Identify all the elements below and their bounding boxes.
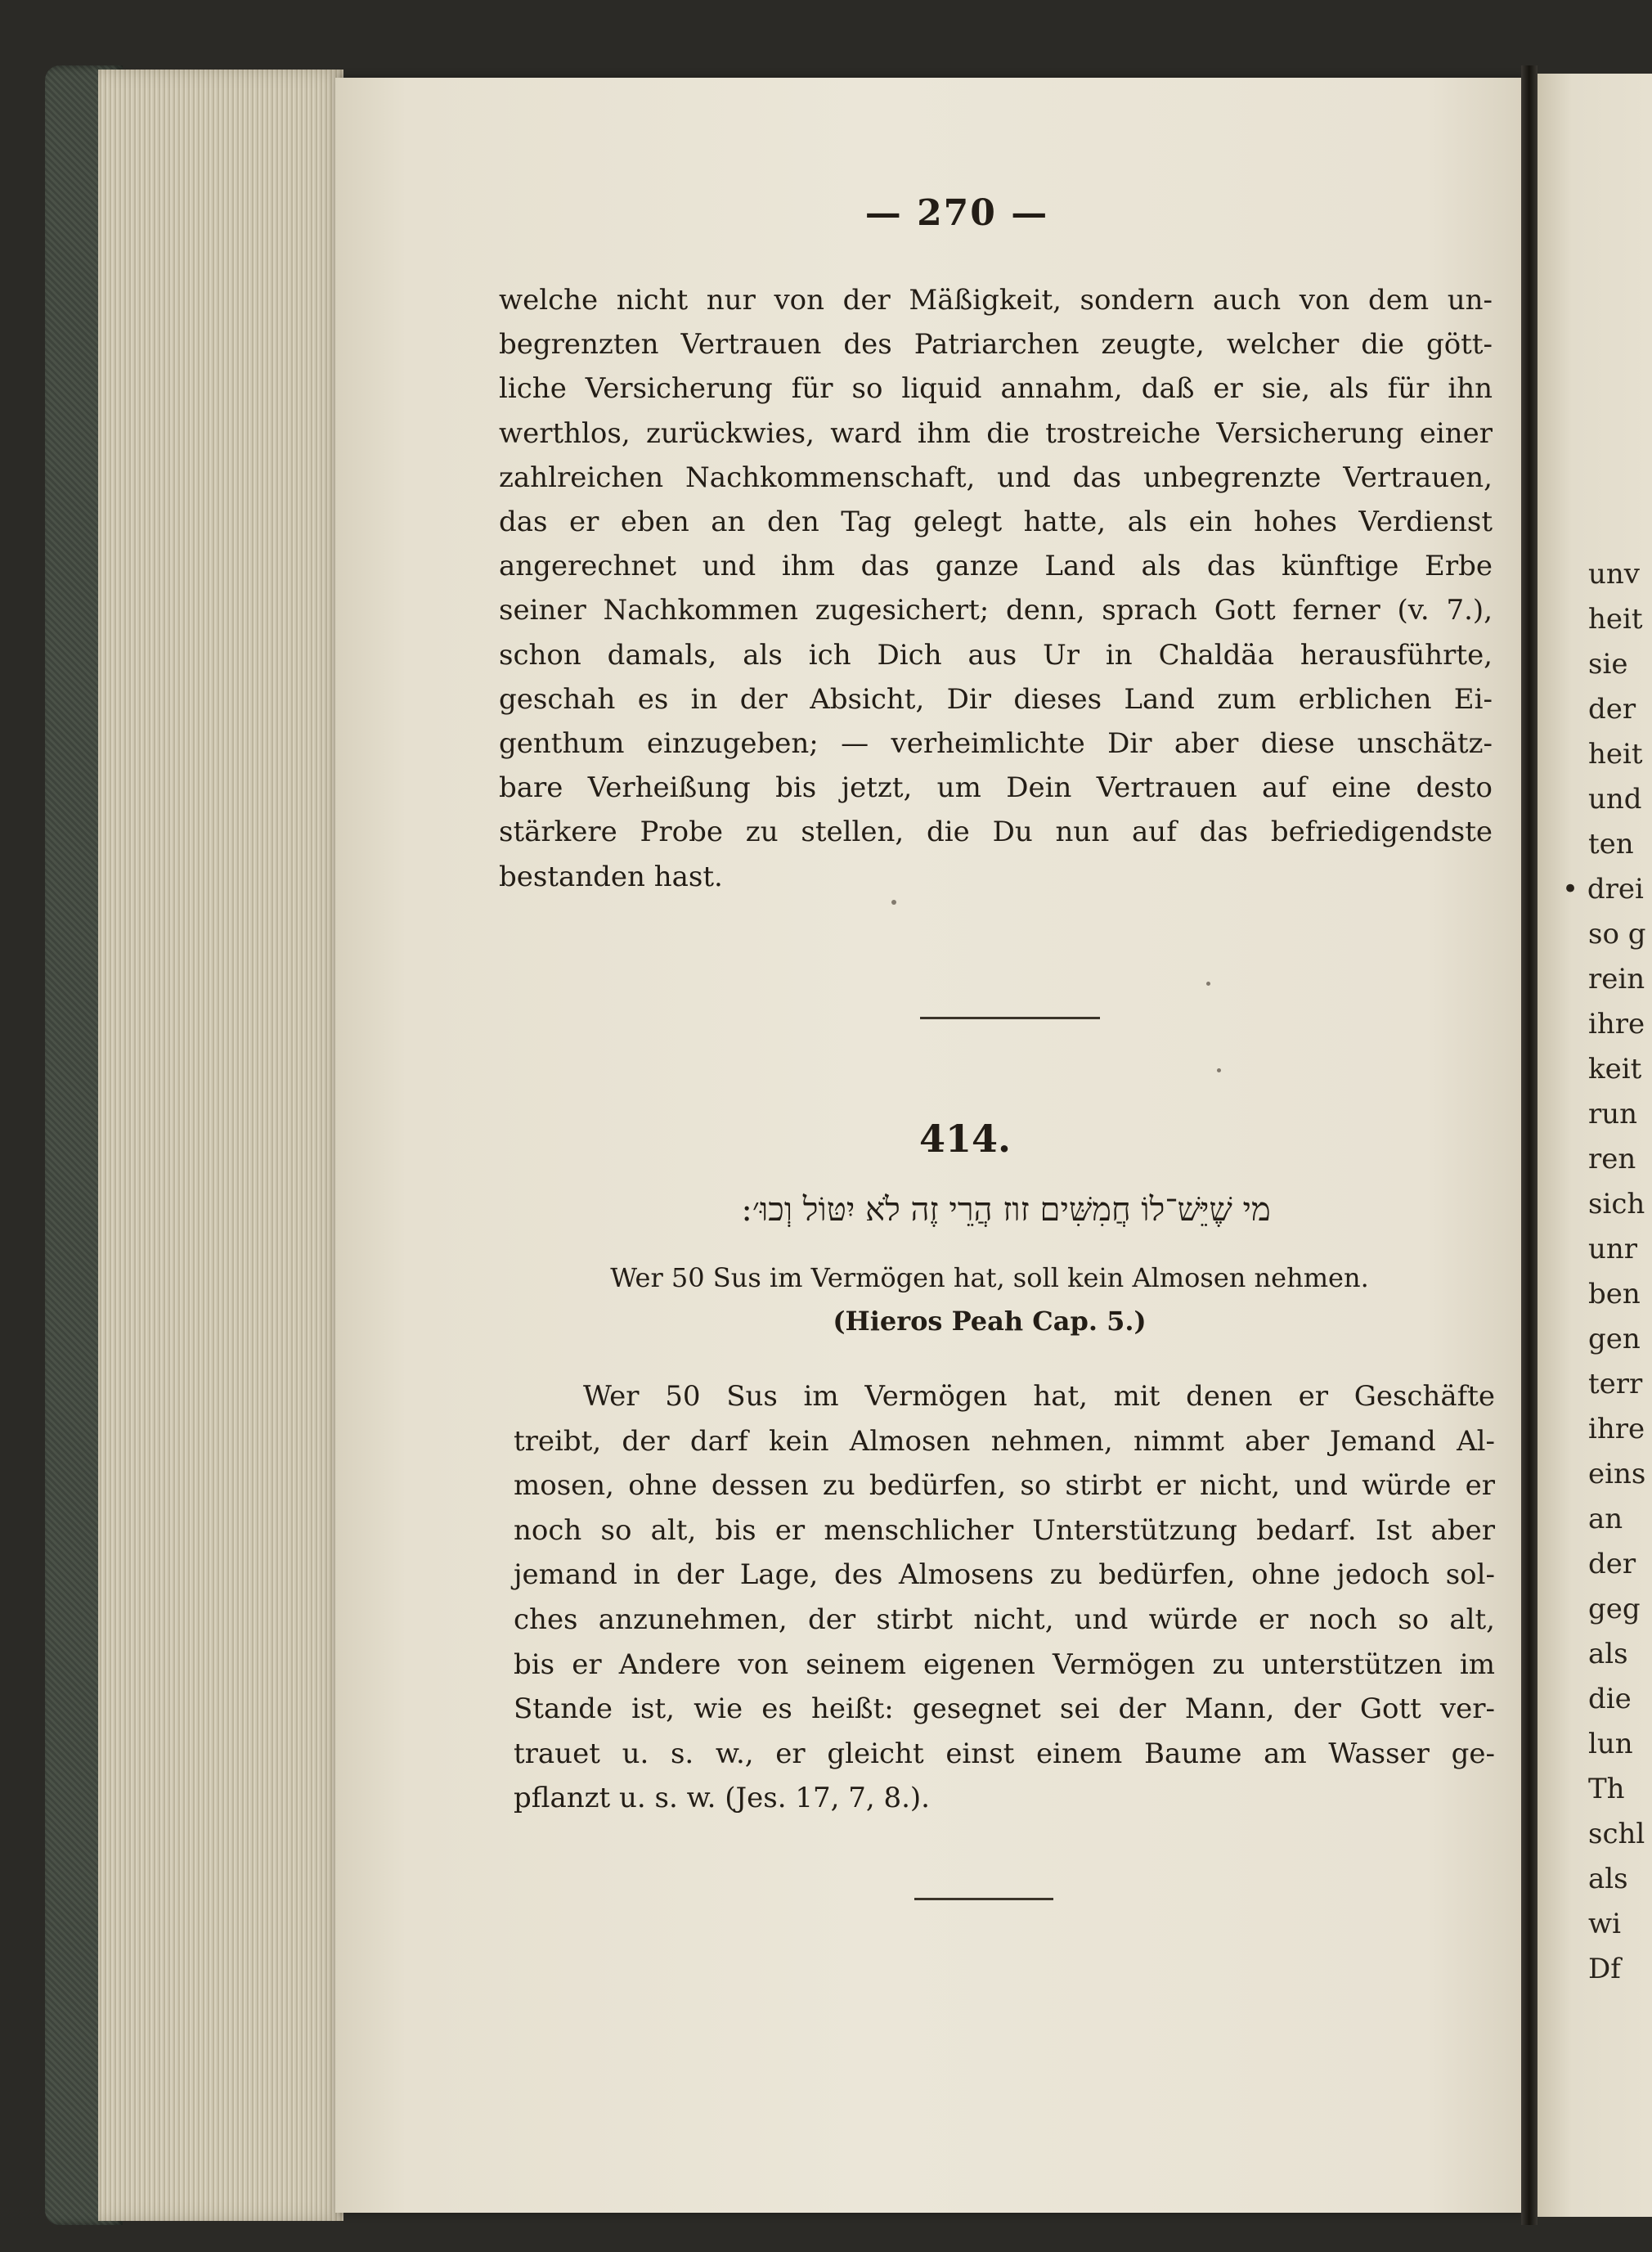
ink-speck [1217,1068,1221,1072]
fragment-text: run [1588,1098,1638,1130]
fragment-text: ben [1588,1278,1641,1310]
fragment-text: keit [1588,1053,1642,1086]
ink-speck [1206,982,1210,986]
section-divider [920,1017,1100,1019]
paragraph-line: ches anzunehmen, der stirbt nicht, und würde er noch so alt, [514,1602,1495,1636]
fragment-text: ten [1588,828,1634,861]
hebrew-quote: מי שֶׁיֵּשׁ־לוֹ חֲמִשִּׁים זוז הֲרֵי זֶה לֹא יִטּוֹל וְכוּ׳: [741,1191,1271,1229]
fragment-text: Df [1588,1953,1621,1985]
fragment-text: heit [1588,603,1643,636]
fragment-text: gen [1588,1323,1641,1355]
fragment-text: heit [1588,738,1643,771]
paragraph-line: jemand in der Lage, des Almosens zu bedürfen, ohne jedoch sol- [514,1558,1495,1592]
section-number: 414. [918,1117,1012,1161]
fragment-text: die [1588,1683,1632,1715]
fragment-text: so g [1588,918,1646,951]
paragraph-line: welche nicht nur von der Mäßigkeit, sondern auch von dem un- [499,284,1493,317]
fragment-text: als [1588,1863,1628,1895]
paragraph-line: begrenzten Vertrauen des Patriarchen zeugte, welcher die gött- [499,328,1493,362]
paragraph-line: zahlreichen Nachkommenschaft, und das unbegrenzte Vertrauen, [499,461,1493,494]
fragment-text: schl [1588,1818,1645,1850]
paragraph-line: bestanden hast. [499,860,723,893]
fragment-text: lun [1588,1728,1633,1760]
paragraph-line: bis er Andere von seinem eigenen Vermögen zu unterstützen im [514,1647,1495,1681]
paragraph-line: mosen, ohne dessen zu bedürfen, so stirbt er nicht, und würde er [514,1469,1495,1503]
book-gutter [1521,65,1538,2225]
fragment-text: unv [1588,558,1641,591]
end-divider [914,1898,1053,1900]
fragment-text: rein [1588,963,1645,996]
page-number: — 270 — [864,192,1049,234]
fragment-text: geg [1588,1593,1641,1625]
fragment-text: ihre [1588,1413,1645,1445]
paragraph-line: bare Verheißung bis jetzt, um Dein Vertrauen auf eine desto [499,771,1493,805]
paragraph-line: Wer 50 Sus im Vermögen hat, mit denen er Geschäfte [583,1380,1495,1413]
section-motto: Wer 50 Sus im Vermögen hat, soll kein Almosen nehmen. [610,1262,1369,1293]
paragraph-2 [514,1374,1495,1821]
fragment-text: sie [1588,648,1628,681]
paragraph-line: Stande ist, wie es heißt: gesegnet sei der Mann, der Gott ver- [514,1692,1495,1726]
paragraph-line: werthlos, zurückwies, ward ihm die trostreiche Versicherung einer [499,416,1493,450]
paragraph-line: seiner Nachkommen zugesichert; denn, sprach Gott ferner (v. 7.), [499,594,1493,627]
fragment-text: als [1588,1638,1628,1670]
paragraph-line: trauet u. s. w., er gleicht einst einem Baume am Wasser ge- [514,1737,1495,1770]
paragraph-line: genthum einzugeben; — verheimlichte Dir aber diese unschätz- [499,727,1493,761]
right-page-fragment [1538,74,1652,2217]
fragment-text: sich [1588,1188,1645,1220]
paragraph-line: liche Versicherung für so liquid annahm, daß er sie, als für ihn [499,372,1493,406]
fragment-text: und [1588,783,1642,816]
paragraph-line: angerechnet und ihm das ganze Land als das künftige Erbe [499,550,1493,583]
fragment-text: • drei [1562,873,1644,906]
fragment-text: der [1588,1548,1636,1580]
fragment-text: an [1588,1503,1623,1535]
paragraph-line: noch so alt, bis er menschlicher Unterstützung bedarf. Ist aber [514,1513,1495,1547]
fragment-text: Th [1588,1773,1625,1805]
fragment-text: der [1588,693,1636,726]
paragraph-line: schon damals, als ich Dich aus Ur in Chaldäa herausführte, [499,638,1493,672]
paragraph-1 [499,278,1493,899]
fragment-text: ren [1588,1143,1636,1175]
fragment-text: eins [1588,1458,1646,1490]
paragraph-line: das er eben an den Tag gelegt hatte, als ein hohes Verdienst [499,506,1493,539]
fragment-text: terr [1588,1368,1643,1400]
paragraph-line: pflanzt u. s. w. (Jes. 17, 7, 8.). [514,1782,930,1815]
fragment-text: wi [1588,1908,1621,1940]
fragment-text: ihre [1588,1008,1645,1041]
paragraph-line: geschah es in der Absicht, Dir dieses Land zum erblichen Ei- [499,682,1493,716]
page-block-edge [98,70,343,2221]
source-citation: (Hieros Peah Cap. 5.) [833,1306,1147,1337]
paragraph-line: treibt, der darf kein Almosen nehmen, nimmt aber Jemand Al- [514,1424,1495,1458]
fragment-text: unr [1588,1233,1638,1265]
ink-speck [891,900,896,905]
paragraph-line: stärkere Probe zu stellen, die Du nun auf das befriedigendste [499,816,1493,849]
